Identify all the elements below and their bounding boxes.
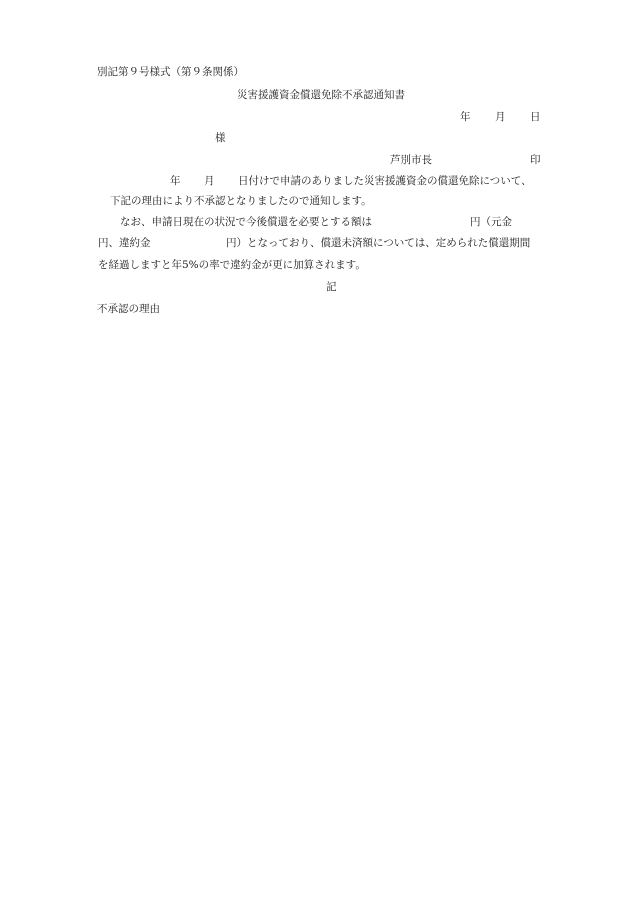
rejection-reason-label: 不承認の理由 [97, 303, 160, 315]
body-paragraph-line-4: 円）となっており、償還未済額については、定められた償還期間 [226, 237, 531, 249]
addressee-honorific: 様 [215, 132, 226, 144]
ki-heading: 記 [326, 281, 337, 293]
body-yen-principal: 円（元金 [470, 216, 512, 228]
date-day-label: 日 [530, 111, 541, 123]
seal-mark: 印 [530, 154, 541, 166]
document-title: 災害援護資金償還免除不承認通知書 [237, 89, 405, 101]
body-paragraph-line-1: 日付けで申請のありました災害援護資金の償還免除について、 [238, 175, 532, 187]
date-month-label: 月 [495, 111, 506, 123]
body-application-month: 月 [204, 175, 215, 187]
body-paragraph-line-4-start: 円、違約金 [98, 237, 151, 249]
issuer-name: 芦別市長 [390, 154, 432, 166]
body-application-year: 年 [170, 175, 181, 187]
body-paragraph-line-3: なお、申請日現在の状況で今後償還を必要とする額は [120, 216, 372, 228]
date-year-label: 年 [460, 111, 471, 123]
body-paragraph-line-2: 下記の理由により不承認となりましたので通知します。 [110, 195, 372, 207]
body-paragraph-line-5: を経過しますと年5%の率で違約金が更に加算されます。 [98, 259, 366, 271]
form-number: 別記第９号様式（第９条関係） [97, 66, 244, 78]
